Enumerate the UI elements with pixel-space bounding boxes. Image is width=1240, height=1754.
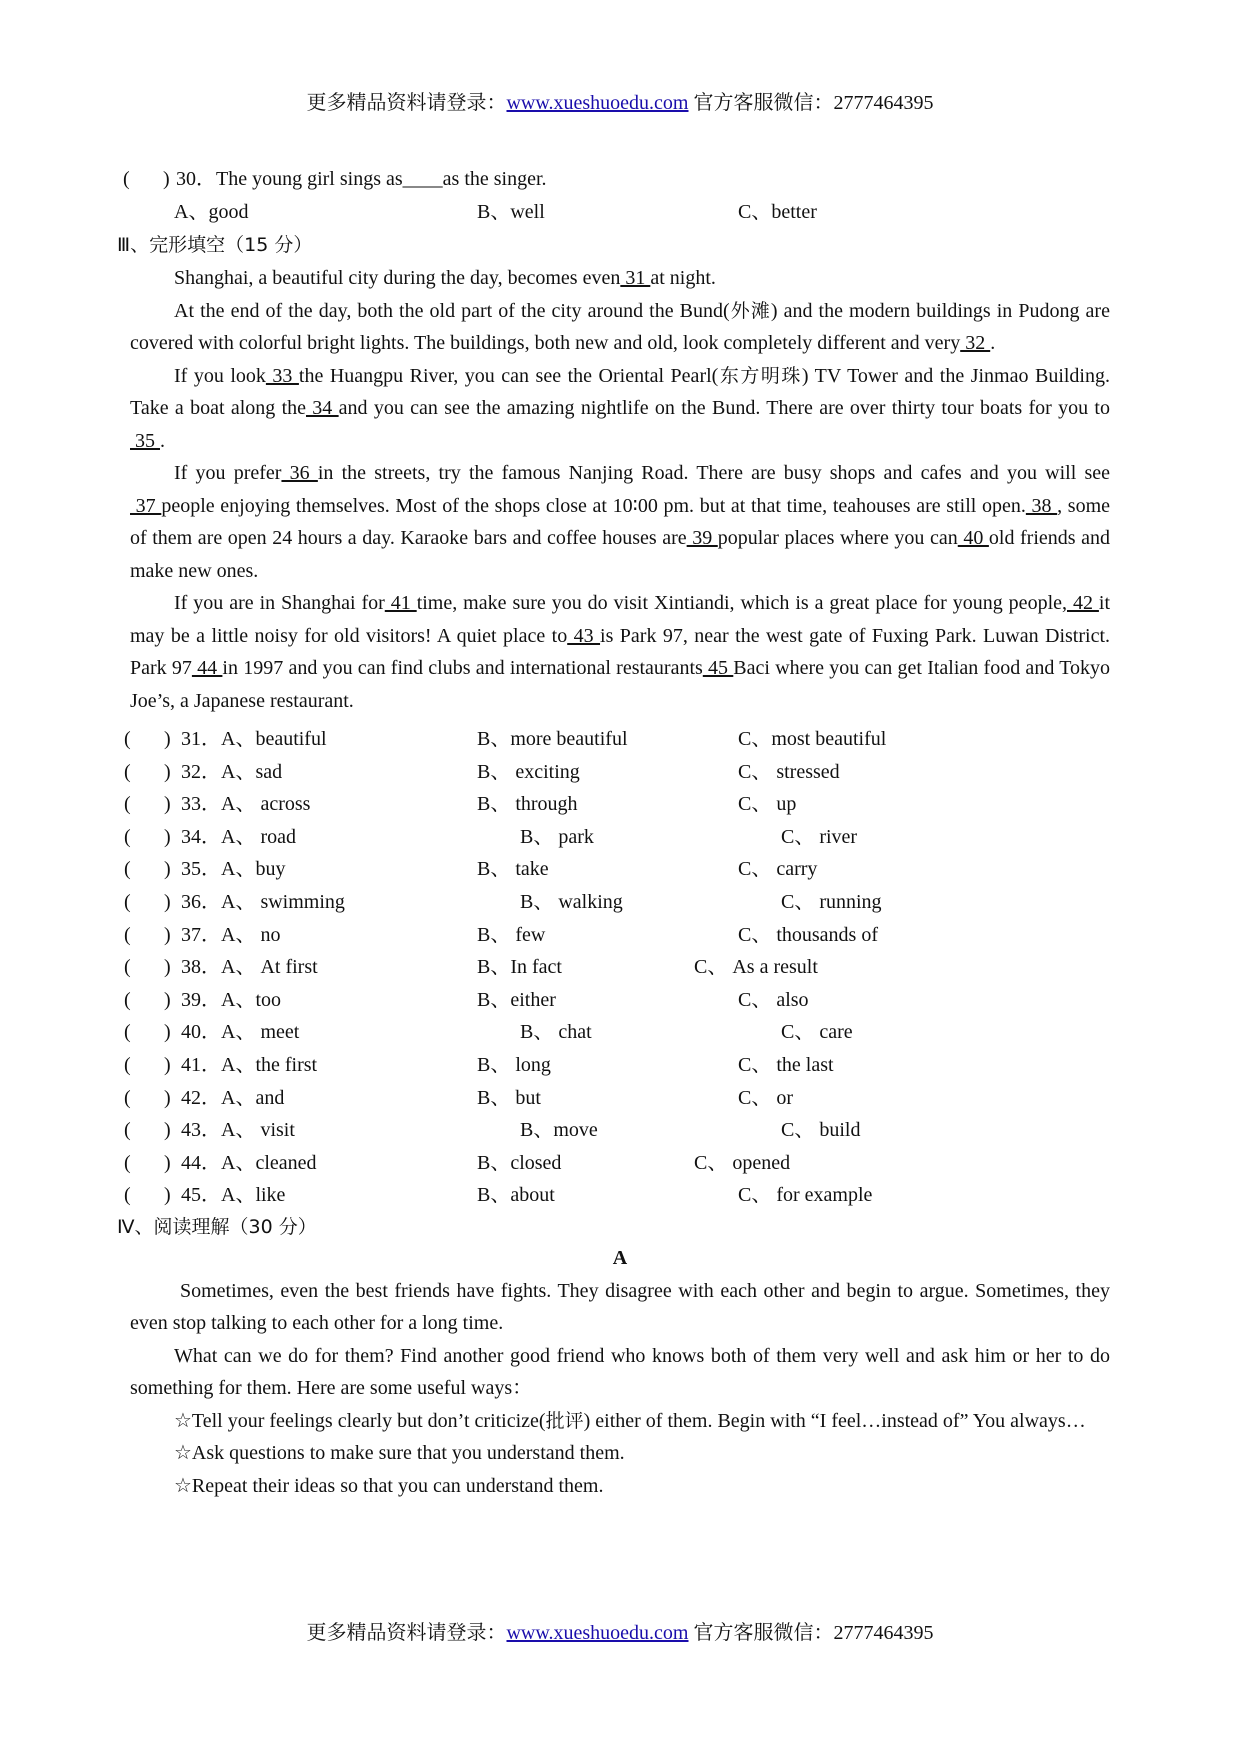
option-a[interactable]: 45．A、like [181,1184,286,1207]
answer-paren[interactable]: ( [124,1086,131,1109]
answer-paren[interactable]: ( [124,858,131,881]
option-b[interactable]: B、 take [477,858,549,881]
cloze-question-36: ( ) 36．A、 swimming B、 walking C、 running [117,886,1110,919]
blank-45[interactable]: 45 [702,657,734,679]
cloze-question-38: ( ) 38．A、 At first B、In fact C、 As a result [117,951,1110,984]
option-c[interactable]: C、 carry [738,858,818,881]
answer-paren[interactable]: ( [124,1053,131,1076]
page-footer [0,1616,1240,1645]
answer-paren[interactable]: ( [124,760,131,783]
option-a[interactable]: 32．A、sad [181,760,283,783]
option-a[interactable]: 31．A、beautiful [181,728,327,750]
footer-suffix: 官方客服微信：2777464395 [688,1622,934,1644]
option-b[interactable]: B、 through [477,793,578,816]
answer-paren[interactable]: ( [124,988,131,1011]
answer-paren[interactable]: ( [124,1119,131,1142]
cloze-question-33: ( ) 33．A、 across B、 through C、 up [117,788,1110,821]
cloze-paragraph-4: If you prefer 36 in the streets, try the famous Nanjing Road. There are busy shops and cafes and you will see 37 people enjoying themselves. Most of the shops close at 10∶00 pm. but at that time, teahouses are still open. 38 , some of them are open 24 hours a day. Karaoke bars and coffee houses are 39 popular places where you can 40 old friends and make new ones. [130,462,1111,582]
cloze-paragraph-1: Shanghai, a beautiful city during the day, becomes even 31 at night. [174,267,716,289]
section-4-title: Ⅳ、阅读理解（30 分） [117,1215,317,1238]
header-site-link[interactable]: www.xueshuoedu.com [506,92,689,114]
cloze-question-35: ( ) 35．A、buy B、 take C、 carry [117,853,1110,886]
option-b[interactable]: B、 but [477,1086,541,1109]
blank-44[interactable]: 44 [191,657,223,679]
option-a[interactable]: 41．A、the first [181,1053,318,1076]
option-a[interactable]: 37．A、 no [181,923,281,946]
option-a[interactable]: 38．A、 At first [181,956,318,979]
blank-41[interactable]: 41 [384,592,417,614]
option-a[interactable]: 34．A、 road [181,825,296,848]
cloze-question-43: ( ) 43．A、 visit B、move C、 build [117,1114,1110,1147]
answer-paren[interactable]: ( [124,956,131,979]
option-c[interactable]: C、 opened [694,1151,791,1174]
option-c[interactable]: C、 care [781,1021,853,1044]
question-30-text: 30．The young girl sings as____as the singer. [176,168,547,190]
cloze-question-44: ( ) 44．A、cleaned B、closed C、 opened [117,1147,1110,1180]
option-b[interactable]: B、 walking [520,890,623,913]
option-c[interactable]: C、 for example [738,1184,873,1207]
option-c[interactable]: C、 or [738,1086,793,1109]
cloze-question-32: ( ) 32．A、sad B、 exciting C、 stressed [117,756,1110,789]
answer-paren[interactable]: ( [124,890,131,913]
option-a[interactable]: 33．A、 across [181,793,311,816]
option-b[interactable]: B、 few [477,923,546,946]
blank-32[interactable]: 32 [960,332,991,354]
option-b[interactable]: B、 exciting [477,760,580,783]
cloze-question-34: ( ) 34．A、 road B、 park C、 river [117,821,1110,854]
option-a[interactable]: 42．A、and [181,1086,285,1109]
reading-tip-2: ☆Ask questions to make sure that you understand them. [174,1442,625,1465]
option-c[interactable]: C、 thousands of [738,923,878,946]
footer-prefix: 更多精品资料请登录： [306,1622,507,1644]
question-30-options [130,196,1110,229]
header-prefix: 更多精品资料请登录： [306,92,507,114]
option-b[interactable]: B、well [477,201,545,223]
option-c[interactable]: C、 up [738,793,797,816]
blank-43[interactable]: 43 [567,624,601,647]
cloze-question-41: ( ) 41．A、the first B、 long C、 the last [117,1049,1110,1082]
option-a[interactable]: 36．A、 swimming [181,890,345,913]
answer-paren[interactable]: ( [124,923,131,946]
page-header [0,86,1240,115]
blank-31[interactable]: 31 [620,267,651,289]
option-a[interactable]: 39．A、too [181,988,281,1011]
answer-paren[interactable]: ( [124,728,131,750]
cloze-question-45: ( ) 45．A、like B、about C、 for example [117,1179,1110,1212]
option-a[interactable]: 43．A、 visit [181,1119,295,1142]
blank-40[interactable]: 40 [957,527,989,549]
answer-paren[interactable]: ( [124,1021,131,1044]
blank-42[interactable]: 42 [1067,592,1099,614]
option-b[interactable]: B、closed [477,1151,562,1174]
reading-paragraph-2: What can we do for them? Find another good friend who knows both of them very well and ask him or her to do something for them. Here are some useful ways： [130,1344,1110,1400]
passage-a-title: A [612,1246,628,1269]
blank-35[interactable]: 35 [130,429,160,452]
option-a[interactable]: 44．A、cleaned [181,1151,317,1174]
answer-paren[interactable]: ( [124,1151,131,1174]
reading-tip-1: ☆Tell your feelings clearly but don’t criticize(批评) either of them. Begin with “I feel…instead of” You always… [174,1409,1086,1432]
option-c[interactable]: C、 build [781,1119,861,1142]
option-a[interactable]: 40．A、 meet [181,1021,300,1044]
option-c[interactable]: C、 also [738,988,809,1011]
header-suffix: 官方客服微信：2777464395 [688,92,934,114]
cloze-question-37: ( ) 37．A、 no B、 few C、 thousands of [117,919,1110,952]
answer-paren-close: ) [163,168,170,190]
blank-38[interactable]: 38 [1025,494,1058,517]
question-30 [123,163,1110,196]
option-b[interactable]: B、either [477,988,556,1011]
blank-33[interactable]: 33 [265,364,299,387]
blank-37[interactable]: 37 [130,494,162,517]
option-c[interactable]: C、most beautiful [738,728,887,750]
answer-paren-open[interactable]: ( [123,168,130,190]
cloze-question-39: ( ) 39．A、too B、either C、 also [117,984,1110,1017]
option-b[interactable]: B、In fact [477,956,562,979]
reading-paragraph-1: Sometimes, even the best friends have fights. They disagree with each other and begin to argue. Sometimes, they even stop talking to each other for a long time. [130,1279,1110,1335]
answer-paren[interactable]: ( [124,793,131,816]
option-a[interactable]: 35．A、buy [181,858,286,881]
cloze-paragraph-2: At the end of the day, both the old part of the city around the Bund(外滩) and the modern buildings in Pudong are covered with colorful bright lights. The buildings, both new and old, look completely different and very 32 . [130,299,1110,354]
cloze-question-40: ( ) 40．A、 meet B、 chat C、 care [117,1016,1110,1049]
cloze-paragraph-3: If you look 33 the Huangpu River, you can see the Oriental Pearl(东方明珠) TV Tower and the Jinmao Building. Take a boat along the 34 and you can see the amazing nightlife on the Bund. There are over thirty tour boats for you to 35 . [130,364,1110,452]
blank-34[interactable]: 34 [306,397,339,419]
option-c[interactable]: C、 As a result [694,956,818,979]
blank-36[interactable]: 36 [281,462,318,484]
cloze-question-42: ( ) 42．A、and B、 but C、 or [117,1082,1110,1115]
answer-paren[interactable]: ( [124,1184,131,1207]
cloze-question-list [117,723,1110,1212]
option-b[interactable]: B、 long [477,1053,551,1076]
section-3-title: Ⅲ、完形填空（15 分） [117,234,313,256]
cloze-paragraph-5: If you are in Shanghai for 41 time, make sure you do visit Xintiandi, which is a great place for young people, 42 it may be a little noisy for old visitors! A quiet place to 43 is Park 97, near the west gate of Fuxing Park. Luwan District. Park 97 44 in 1997 and you can find clubs and international restaurants 45 Baci where you can get Italian food and Tokyo Joe’s, a Japanese restaurant. [130,592,1111,712]
cloze-question-31: ( ) 31．A、beautiful B、more beautiful C、most beautiful [117,723,1110,756]
option-c[interactable]: C、 river [781,825,858,848]
option-b[interactable]: B、about [477,1184,555,1207]
option-b[interactable]: B、more beautiful [477,728,628,750]
option-c[interactable]: C、 running [781,890,882,913]
option-b[interactable]: B、 park [520,825,594,848]
option-a[interactable]: A、good [174,201,249,223]
option-c[interactable]: C、 stressed [738,760,840,783]
answer-paren[interactable]: ( [124,825,131,848]
option-c[interactable]: C、better [738,201,817,223]
option-c[interactable]: C、 the last [738,1053,834,1076]
reading-tip-3: ☆Repeat their ideas so that you can understand them. [174,1474,604,1497]
blank-39[interactable]: 39 [686,527,718,549]
page-content [117,163,1111,1502]
option-b[interactable]: B、 chat [520,1021,592,1044]
option-b[interactable]: B、move [520,1119,598,1142]
footer-site-link[interactable]: www.xueshuoedu.com [506,1622,689,1644]
